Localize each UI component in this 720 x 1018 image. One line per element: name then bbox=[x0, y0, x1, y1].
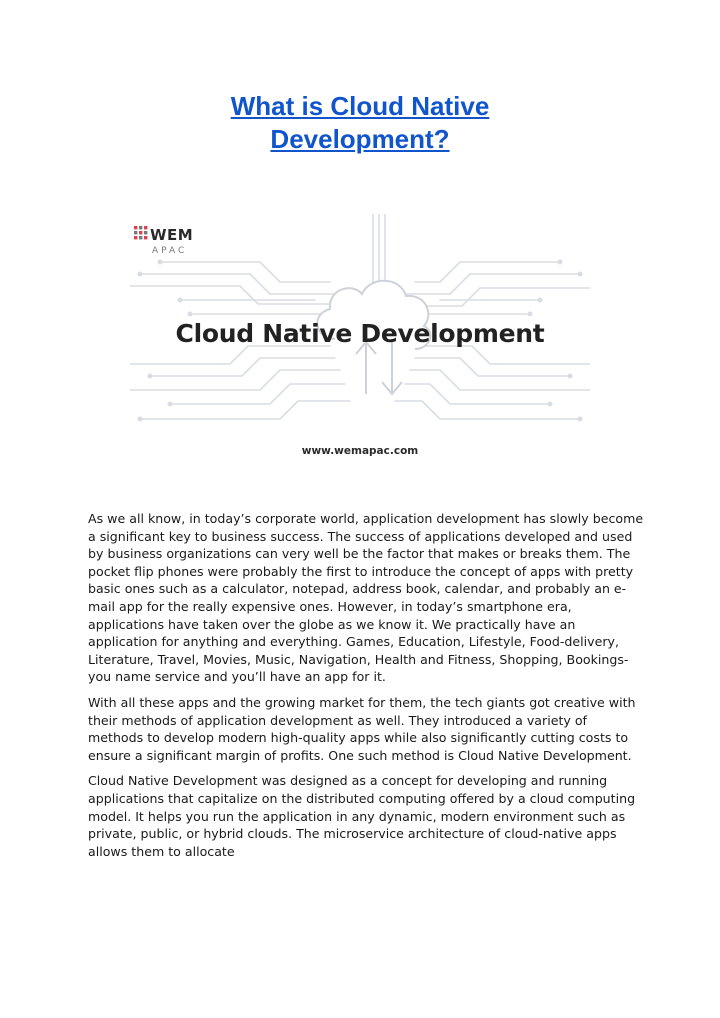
banner-url: www.wemapac.com bbox=[301, 445, 419, 457]
logo-wordmark: WEM bbox=[150, 226, 194, 244]
page-title-line-2: Development? bbox=[270, 124, 450, 154]
cloud-native-banner-image bbox=[130, 214, 590, 472]
logo-grid-icon bbox=[134, 226, 148, 240]
wem-apac-logo bbox=[134, 226, 204, 266]
paragraph-1: As we all know, in today’s corporate world, application development has slowly become a significant key to business success. The success of applications developed and used by business organizations can very well be the factor that makes or breaks them. The pocket flip phones were probably the first to introduce the concept of apps with pretty basic ones such as a calculator, notepad, address book, calendar, and probably an e-mail app for the really expensive ones. However, in today’s smartphone era, applications have taken over the globe as we know it. We practically have an application for anything and everything. Games, Education, Lifestyle, Food-delivery, Literature, Travel, Movies, Music, Navigation, Health and Fitness, Shopping, Bookings- you name service and you’ll have an app for it. bbox=[88, 511, 644, 685]
article-body bbox=[88, 510, 644, 868]
logo-subtext: APAC bbox=[152, 246, 188, 256]
paragraph-3: Cloud Native Development was designed as a concept for developing and running applications that capitalize on the distributed computing offered by a cloud computing model. It helps you run the application in any dynamic, modern environment such as private, public, or hybrid clouds. The microservice architecture of cloud-native apps allows them to allocate bbox=[88, 773, 636, 859]
upload-download-arrows-icon bbox=[356, 342, 402, 394]
banner-heading: Cloud Native Development bbox=[175, 319, 545, 348]
page-title bbox=[0, 90, 720, 156]
page-title-line-1: What is Cloud Native bbox=[230, 91, 490, 121]
paragraph-2: With all these apps and the growing market for them, the tech giants got creative with their methods of application development as well. They introduced a variety of methods to develop modern high-quality apps while also significantly cutting costs to ensure a significant margin of profits. One such method is Cloud Native Development. bbox=[88, 694, 636, 763]
